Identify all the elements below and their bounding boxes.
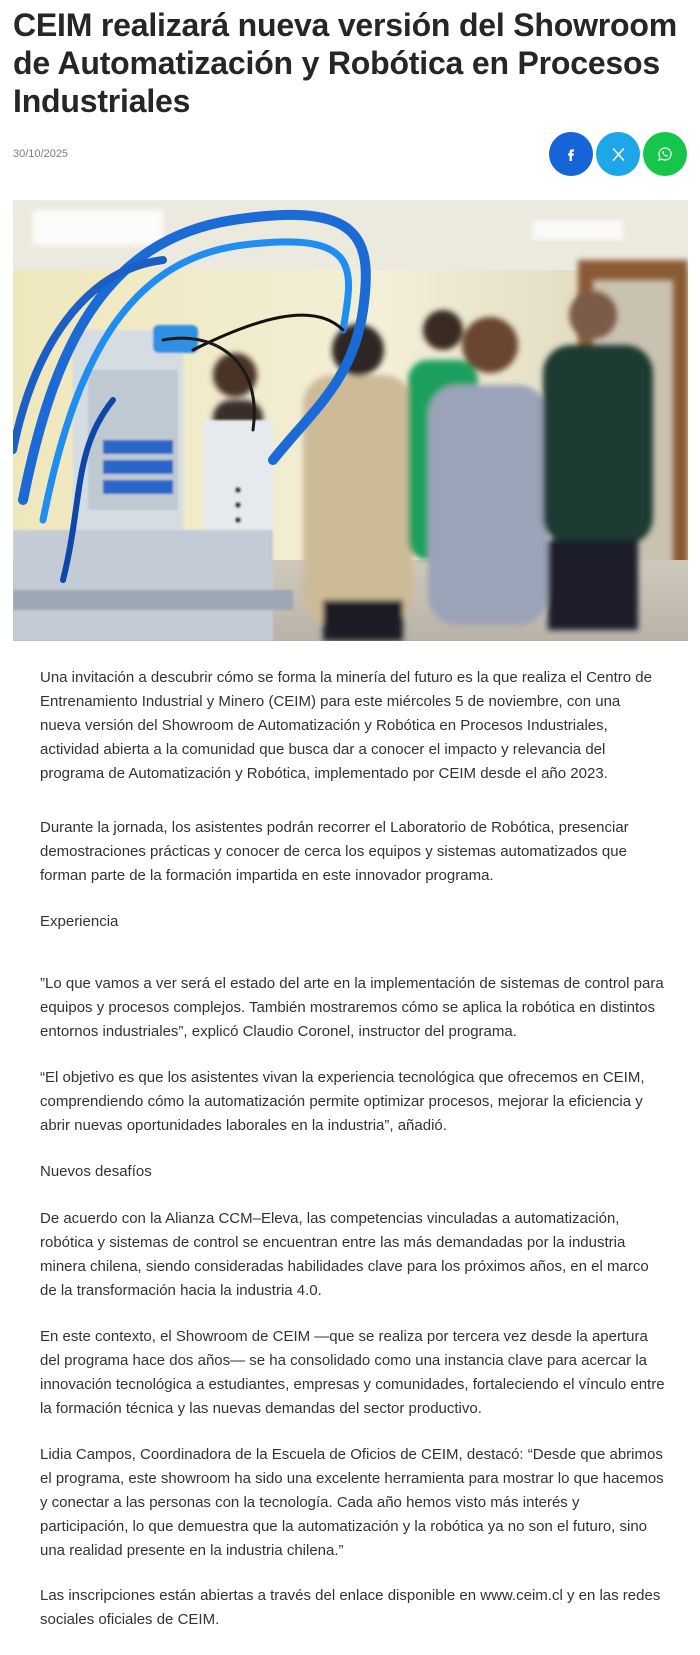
paragraph-inscripciones: Las inscripciones están abiertas a través del enlace disponible en www.ceim.cl y en las redes sociales oficiales de CEIM. <box>40 1587 661 1628</box>
paragraph-intro: Una invitación a descubrir cómo se forma la minería del futuro es la que realiza el Centro de Entrenamiento Industrial y Minero (CEIM) para este miércoles 5 de noviembre, con una nueva versión del Showroom de Automatización y Robótica en Procesos Industriales, actividad abierta a la comunidad que busca dar a conocer el impacto y relevancia del programa de Automatización y Robótica, implementado por CEIM desde el año 2023. <box>40 669 652 782</box>
share-facebook-button[interactable] <box>549 132 593 176</box>
x-icon <box>611 147 626 162</box>
subheading-nuevos-desafios: Nuevos desafíos <box>40 1163 152 1180</box>
facebook-icon <box>564 147 578 161</box>
share-x-button[interactable] <box>596 132 640 176</box>
robotics-lab-photo <box>13 200 688 641</box>
whatsapp-icon <box>657 146 673 162</box>
article-title: CEIM realizará nueva versión del Showroom de Automatización y Robótica en Procesos Industriales <box>13 7 678 119</box>
paragraph-jornada: Durante la jornada, los asistentes podrán recorrer el Laboratorio de Robótica, presenciar demostraciones prácticas y conocer de cerca los equipos y sistemas automatizados que forman parte de la formación impartida en este innovador programa. <box>40 819 629 884</box>
paragraph-quote-objetivo: “El objetivo es que los asistentes vivan la experiencia tecnológica que ofrecemos en CEIM, comprendiendo cómo la automatización permite optimizar procesos, mejorar la eficiencia y abrir nuevas oportunidades laborales en la industria”, añadió. <box>40 1069 645 1134</box>
paragraph-quote-coronel: ”Lo que vamos a ver será el estado del arte en la implementación de sistemas de control para equipos y procesos complejos. También mostraremos cómo se aplica la robótica en distintos entornos industriales”, explicó Claudio Coronel, instructor del programa. <box>40 975 664 1040</box>
paragraph-contexto: En este contexto, el Showroom de CEIM —que se realiza por tercera vez desde la apertura del programa hace dos años— se ha consolidado como una instancia clave para acercar la innovación tecnológica a estudiantes, empresas y comunidades, fortaleciendo el vínculo entre la formación técnica y las nuevas demandas del sector productivo. <box>40 1328 665 1417</box>
paragraph-alianza: De acuerdo con la Alianza CCM–Eleva, las competencias vinculadas a automatización, robótica y sistemas de control se encuentran entre las más demandadas por la industria minera chilena, siendo consideradas habilidades clave para los próximos años, en el marco de la transformación hacia la industria 4.0. <box>40 1210 649 1299</box>
article-photo <box>13 200 688 641</box>
paragraph-lidia-campos: Lidia Campos, Coordinadora de la Escuela de Oficios de CEIM, destacó: “Desde que abrimos el programa, este showroom ha sido una excelente herramienta para mostrar lo que hacemos y conectar a las personas con la tecnología. Cada año hemos visto más interés y participación, lo que demuestra que la automatización y la robótica ya no son el futuro, sino una realidad presente en la industria chilena.” <box>40 1446 664 1559</box>
subheading-experiencia: Experiencia <box>40 913 119 930</box>
publish-date: 30/10/2025 <box>13 148 69 160</box>
share-whatsapp-button[interactable] <box>643 132 687 176</box>
